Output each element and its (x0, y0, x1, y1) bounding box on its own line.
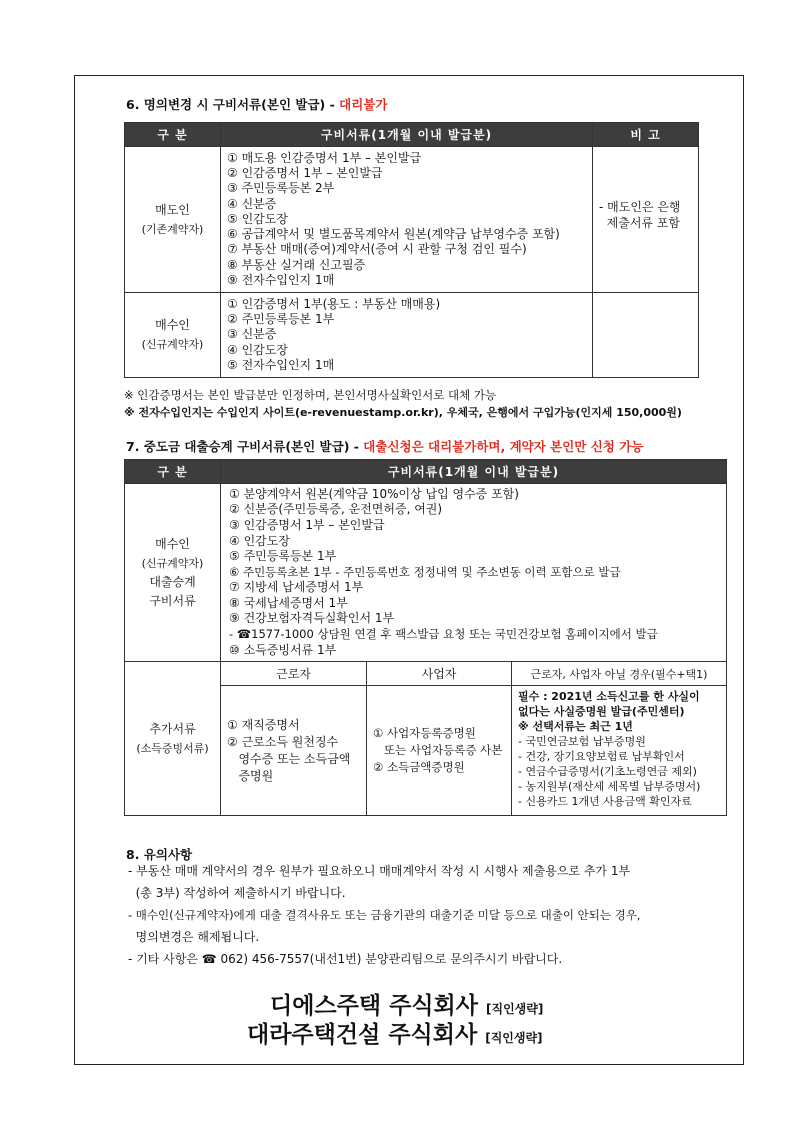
seller-remark: - 매도인은 은행 제출서류 포함 (593, 147, 699, 293)
section-8-title: 8. 유의사항 (126, 847, 193, 862)
seller-documents: ① 매도용 인감증명서 1부 – 본인발급 ② 인감증명서 1부 – 본인발급 ③ 주민등록등본 2부 ④ 신분증 ⑤ 인감도장 ⑥ 공급계약서 및 별도품목계약서 원본(계약금 납부영수증 포함) ⑦ 부동산 매매(증여)계약서(증여 시 관할 구청 검인 필수) ⑧ 부동산 실거래 신고필증 ⑨ 전자수입인지 1매 (221, 147, 593, 293)
business-documents: ① 사업자등록증명원 또는 사업자등록증 사본 ② 소득금액증명원 (367, 686, 512, 816)
section-7-title: 7. 중도금 대출승계 구비서류(본인 발급) - 대출신청은 대리불가하며, 계약자 본인만 신청 가능 (126, 439, 644, 454)
company-2: 대라주택건설 주식회사 [직인생략] (247, 1022, 543, 1048)
notice-line-4: 명의변경은 해제됩니다. (128, 930, 260, 944)
notice-line-1: - 부동산 매매 계약서의 경우 원부가 필요하오니 매매계약서 작성 시 시행사 제출용으로 추가 1부 (128, 864, 631, 878)
buyer-documents: ① 인감증명서 1부(용도 : 부동산 매매용) ② 주민등록등본 1부 ③ 신분증 ④ 인감도장 ⑤ 전자수입인지 1매 (221, 293, 593, 378)
other-documents: 필수 : 2021년 소득신고를 한 사실이 없다는 사실증명원 발급(주민센터) ※ 선택서류는 최근 1년 - 국민연금보험 납부증명원 - 건강, 장기요양보험료 납부확인서 - 연금수급증명서(기초노령연금 제외) - 농지원부(재산세 세목별 납부증명서) - 신용카드 1개년 사용금액 확인자료 (512, 686, 727, 816)
col-worker: 근로자 (221, 662, 367, 686)
col-category: 구 분 (125, 123, 221, 147)
notice-line-2: (총 3부) 작성하여 제출하시기 바랍니다. (128, 886, 346, 900)
seal-note: ※ 인감증명서는 본인 발급분만 인정하며, 본인서명사실확인서로 대체 가능 (124, 388, 497, 402)
col-category: 구 분 (125, 460, 221, 484)
col-other: 근로자, 사업자 아닐 경우(필수+택1) (512, 662, 727, 686)
section-6-warning: 대리불가 (339, 97, 388, 112)
extra-label: 추가서류 (소득증빙서류) (125, 662, 221, 816)
notice-line-5: - 기타 사항은 ☎ 062) 456-7557(내선1번) 분양관리팀으로 문의주시기 바랍니다. (128, 952, 563, 966)
stamp-note: ※ 전자수입인지는 수입인지 사이트(e-revenuestamp.or.kr), 우체국, 은행에서 구입가능(인지세 150,000원) (124, 406, 682, 419)
seller-row (125, 147, 699, 293)
col-remarks: 비 고 (593, 123, 699, 147)
col-business: 사업자 (367, 662, 512, 686)
seal-omitted: [직인생략] (486, 1002, 544, 1016)
section-7-warning: 대출신청은 대리불가하며, 계약자 본인만 신청 가능 (363, 439, 644, 454)
loan-row (125, 484, 727, 662)
section-6-title: 6. 명의변경 시 구비서류(본인 발급) - 대리불가 (126, 97, 388, 112)
worker-documents: ① 재직증명서 ② 근로소득 원천징수 영수증 또는 소득금액 증명원 (221, 686, 367, 816)
extra-head-row (125, 662, 727, 686)
col-documents: 구비서류(1개월 이내 발급분) (221, 460, 727, 484)
buyer-remark (593, 293, 699, 378)
buyer-label: 매수인 (신규계약자) (125, 293, 221, 378)
company-1: 디에스주택 주식회사 [직인생략] (270, 993, 544, 1019)
loan-buyer-label: 매수인 (신규계약자) 대출승계 구비서류 (125, 484, 221, 662)
buyer-row (125, 293, 699, 378)
notice-line-3: - 매수인(신규계약자)에게 대출 결격사유도 또는 금융기관의 대출기준 미달 등으로 대출이 안되는 경우, (128, 908, 641, 922)
seal-omitted: [직인생략] (485, 1031, 543, 1045)
loan-documents: ① 분양계약서 원본(계약금 10%이상 납입 영수증 포함) ② 신분증(주민등록증, 운전면허증, 여권) ③ 인감증명서 1부 – 본인발급 ④ 인감도장 ⑤ 주민등록등본 1부 ⑥ 주민등록초본 1부 - 주민등록번호 정정내역 및 주소변동 이력 포함으로 발급 ⑦ 지방세 납세증명서 1부 ⑧ 국세납세증명서 1부 ⑨ 건강보험자격득실확인서 1부 - ☎1577-1000 상담원 연결 후 팩스발급 요청 또는 국민건강보험 홈페이지에서 발급 ⑩ 소득증빙서류 1부 (221, 484, 727, 662)
seller-label: 매도인 (기존계약자) (125, 147, 221, 293)
section-6-table (124, 122, 699, 378)
section-7-table (124, 459, 727, 816)
col-documents: 구비서류(1개월 이내 발급분) (221, 123, 593, 147)
